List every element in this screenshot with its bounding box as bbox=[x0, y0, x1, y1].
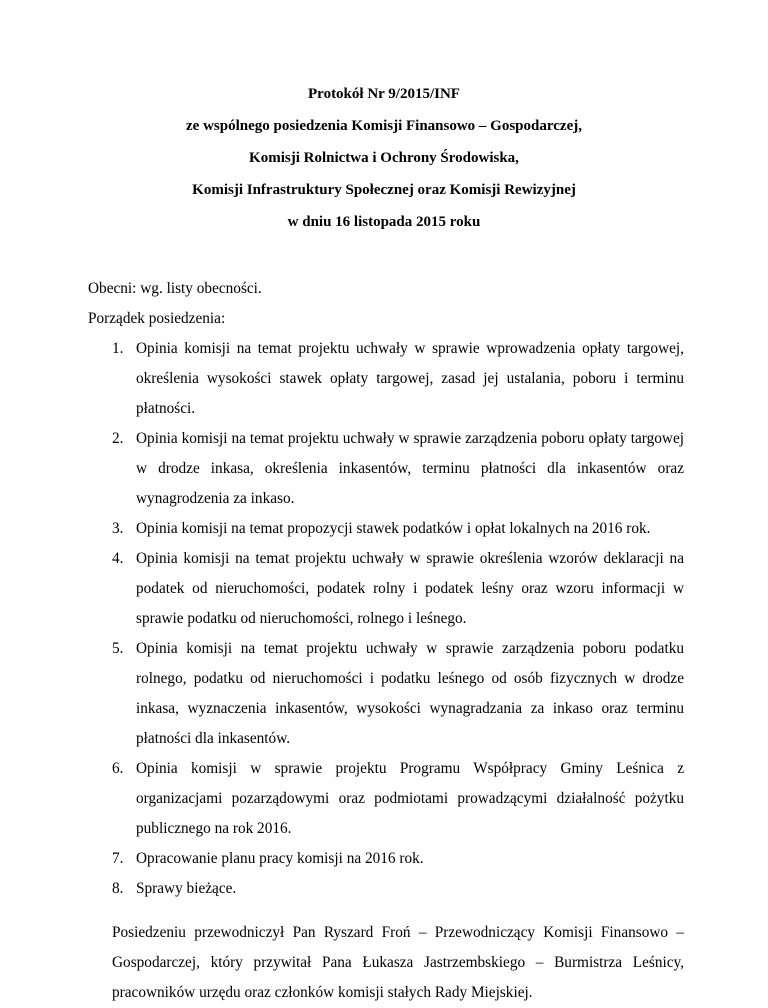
agenda-item bbox=[88, 874, 684, 904]
agenda-item-number: 5. bbox=[112, 640, 124, 657]
agenda-item bbox=[88, 544, 684, 634]
agenda-item bbox=[88, 424, 684, 514]
agenda-item-text: Opinia komisji na temat projektu uchwały w sprawie zarządzenia poboru podatku rolnego, podatku od nieruchomości i podatku leśnego od osób fizycznych w drodze inkasa, wyznaczenia inkasentów, wysokości wynagradzania za inkaso oraz terminu płatności dla inkasentów. bbox=[136, 640, 684, 747]
document-body bbox=[88, 274, 684, 1008]
agenda-item bbox=[88, 334, 684, 424]
agenda-item-text: Opracowanie planu pracy komisji na 2016 rok. bbox=[136, 850, 424, 867]
agenda-list bbox=[88, 334, 684, 904]
agenda-item-number: 4. bbox=[112, 550, 124, 567]
agenda-item bbox=[88, 844, 684, 874]
agenda-item-number: 3. bbox=[112, 520, 124, 537]
agenda-item-number: 2. bbox=[112, 430, 124, 447]
agenda-item-number: 8. bbox=[112, 880, 124, 897]
agenda-item-number: 7. bbox=[112, 850, 124, 867]
meeting-subtitle: ze wspólnego posiedzenia Komisji Finansowo – Gospodarczej, bbox=[186, 118, 582, 134]
meeting-date: w dniu 16 listopada 2015 roku bbox=[287, 214, 481, 230]
protocol-title: Protokół Nr 9/2015/INF bbox=[308, 86, 460, 102]
agenda-item-text: Opinia komisji na temat projektu uchwały w sprawie zarządzenia poboru opłaty targowej w drodze inkasa, określenia inkasentów, terminu płatności dla inkasentów oraz wynagrodzenia za inkaso. bbox=[136, 430, 684, 507]
committee-line-3: Komisji Infrastruktury Społecznej oraz Komisji Rewizyjnej bbox=[192, 182, 576, 198]
agenda-item bbox=[88, 754, 684, 844]
agenda-item bbox=[88, 514, 684, 544]
document-header bbox=[0, 78, 768, 238]
agenda-item-number: 6. bbox=[112, 760, 124, 777]
agenda-heading: Porządek posiedzenia: bbox=[88, 310, 226, 327]
agenda-item bbox=[88, 634, 684, 754]
agenda-item-number: 1. bbox=[112, 340, 124, 357]
attendance-note: Obecni: wg. listy obecności. bbox=[88, 280, 262, 297]
agenda-item-text: Opinia komisji na temat projektu uchwały w sprawie wprowadzenia opłaty targowej, określenia wysokości stawek opłaty targowej, zasad jej ustalania, poboru i terminu płatności. bbox=[136, 340, 684, 417]
agenda-item-text: Opinia komisji na temat projektu uchwały w sprawie określenia wzorów deklaracji na podatek od nieruchomości, podatek rolny i podatek leśny oraz wzoru informacji w sprawie podatku od nieruchomości, rolnego i leśnego. bbox=[136, 550, 684, 627]
agenda-item-text: Opinia komisji na temat propozycji stawek podatków i opłat lokalnych na 2016 rok. bbox=[136, 520, 651, 537]
agenda-item-text: Opinia komisji w sprawie projektu Programu Współpracy Gminy Leśnica z organizacjami pozarządowymi oraz podmiotami prowadzącymi działalność pożytku publicznego na rok 2016. bbox=[136, 760, 684, 837]
closing-paragraph: Posiedzeniu przewodniczył Pan Ryszard Froń – Przewodniczący Komisji Finansowo – Gospodarczej, który przywitał Pana Łukasza Jastrzembskiego – Burmistrza Leśnicy, pracowników urzędu oraz członków komisji stałych Rady Miejskiej. bbox=[112, 924, 684, 1001]
committee-line-2: Komisji Rolnictwa i Ochrony Środowiska, bbox=[249, 150, 519, 166]
agenda-item-text: Sprawy bieżące. bbox=[136, 880, 237, 897]
